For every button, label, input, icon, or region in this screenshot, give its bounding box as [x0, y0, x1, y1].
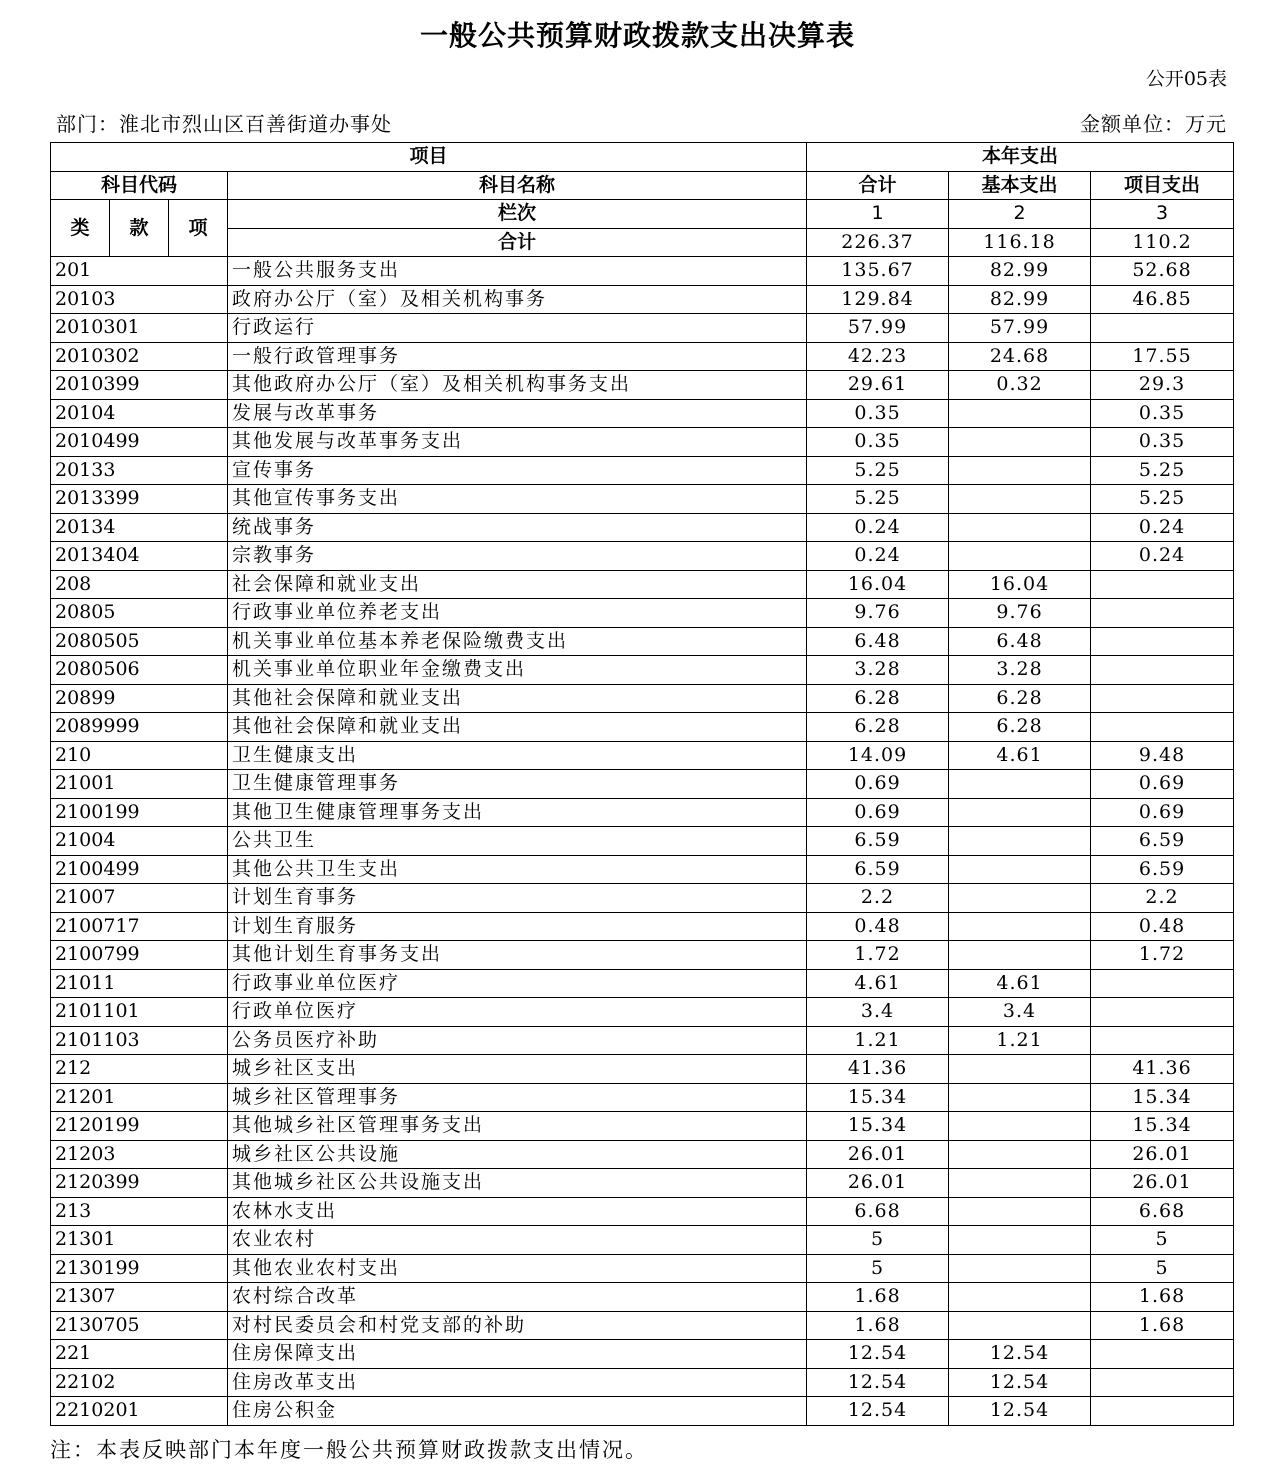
basic-cell: 12.54 [949, 1340, 1091, 1369]
subject-name-cell: 发展与改革事务 [228, 399, 807, 428]
basic-cell: 3.4 [949, 998, 1091, 1027]
total-cell: 0.24 [807, 513, 949, 542]
basic-cell: 6.28 [949, 684, 1091, 713]
subject-code-cell: 21201 [51, 1083, 228, 1112]
table-row [51, 770, 1234, 799]
subject-name-cell: 卫生健康支出 [228, 741, 807, 770]
subject-name-cell: 住房改革支出 [228, 1368, 807, 1397]
table-row [51, 1026, 1234, 1055]
table-row [51, 314, 1234, 343]
header-col2: 2 [949, 200, 1091, 229]
total-cell: 6.68 [807, 1197, 949, 1226]
header-lei: 类 [51, 200, 110, 257]
total-cell: 0.35 [807, 399, 949, 428]
basic-cell [949, 456, 1091, 485]
subject-name-cell: 其他公共卫生支出 [228, 855, 807, 884]
basic-cell: 9.76 [949, 599, 1091, 628]
subject-name-cell: 计划生育服务 [228, 912, 807, 941]
subject-code-cell: 20103 [51, 285, 228, 314]
subject-name-cell: 公共卫生 [228, 827, 807, 856]
project-cell: 52.68 [1091, 257, 1234, 286]
basic-cell: 6.48 [949, 627, 1091, 656]
total-cell: 57.99 [807, 314, 949, 343]
total-cell: 0.24 [807, 542, 949, 571]
table-row [51, 1083, 1234, 1112]
subject-name-cell: 对村民委员会和村党支部的补助 [228, 1311, 807, 1340]
total-cell: 6.59 [807, 827, 949, 856]
total-cell: 3.4 [807, 998, 949, 1027]
subject-name-cell: 其他卫生健康管理事务支出 [228, 798, 807, 827]
total-cell: 1.68 [807, 1311, 949, 1340]
project-cell: 15.34 [1091, 1083, 1234, 1112]
project-cell: 46.85 [1091, 285, 1234, 314]
basic-cell: 4.61 [949, 741, 1091, 770]
total-cell: 26.01 [807, 1140, 949, 1169]
subject-code-cell: 20899 [51, 684, 228, 713]
sum-label: 合计 [228, 228, 807, 257]
basic-cell [949, 1226, 1091, 1255]
table-row [51, 912, 1234, 941]
form-number: 公开05表 [1145, 68, 1227, 90]
subject-name-cell: 农业农村 [228, 1226, 807, 1255]
table-body [51, 257, 1234, 1426]
table-row [51, 285, 1234, 314]
subject-name-cell: 其他社会保障和就业支出 [228, 684, 807, 713]
total-cell: 12.54 [807, 1340, 949, 1369]
basic-cell [949, 884, 1091, 913]
subject-code-cell: 201 [51, 257, 228, 286]
subject-code-cell: 21011 [51, 969, 228, 998]
total-cell: 12.54 [807, 1397, 949, 1426]
subject-code-cell: 20104 [51, 399, 228, 428]
total-cell: 6.48 [807, 627, 949, 656]
subject-name-cell: 其他农业农村支出 [228, 1254, 807, 1283]
table-row [51, 399, 1234, 428]
subject-code-cell: 2130705 [51, 1311, 228, 1340]
project-cell [1091, 713, 1234, 742]
table-row [51, 1340, 1234, 1369]
header-item: 项目 [51, 143, 807, 172]
project-cell: 6.68 [1091, 1197, 1234, 1226]
subject-code-cell: 2101103 [51, 1026, 228, 1055]
subject-code-cell: 2100499 [51, 855, 228, 884]
project-cell: 0.24 [1091, 542, 1234, 571]
total-cell: 41.36 [807, 1055, 949, 1084]
subject-code-cell: 221 [51, 1340, 228, 1369]
basic-cell: 6.28 [949, 713, 1091, 742]
total-cell: 1.21 [807, 1026, 949, 1055]
subject-code-cell: 20805 [51, 599, 228, 628]
table-row [51, 1368, 1234, 1397]
basic-cell [949, 1055, 1091, 1084]
table-row [51, 428, 1234, 457]
project-cell: 0.69 [1091, 798, 1234, 827]
page-title: 一般公共预算财政拨款支出决算表 [419, 19, 855, 52]
subject-name-cell: 其他城乡社区管理事务支出 [228, 1112, 807, 1141]
department-label: 部门：淮北市烈山区百善街道办事处 [56, 112, 392, 136]
basic-cell: 16.04 [949, 570, 1091, 599]
header-kuan: 款 [110, 200, 169, 257]
subject-code-cell: 2100717 [51, 912, 228, 941]
table-row [51, 1197, 1234, 1226]
table-row [51, 741, 1234, 770]
total-cell: 15.34 [807, 1083, 949, 1112]
footnote: 注：本表反映部门本年度一般公共预算财政拨款支出情况。 [50, 1438, 648, 1462]
total-cell: 12.54 [807, 1368, 949, 1397]
subject-name-cell: 城乡社区管理事务 [228, 1083, 807, 1112]
basic-cell: 24.68 [949, 342, 1091, 371]
subject-code-cell: 212 [51, 1055, 228, 1084]
subject-name-cell: 行政事业单位医疗 [228, 969, 807, 998]
table-row [51, 827, 1234, 856]
table-row [51, 941, 1234, 970]
table-row [51, 1226, 1234, 1255]
subject-name-cell: 社会保障和就业支出 [228, 570, 807, 599]
project-cell [1091, 1368, 1234, 1397]
basic-cell: 82.99 [949, 257, 1091, 286]
total-cell: 2.2 [807, 884, 949, 913]
basic-cell [949, 1112, 1091, 1141]
project-cell: 1.72 [1091, 941, 1234, 970]
subject-code-cell: 210 [51, 741, 228, 770]
project-cell [1091, 998, 1234, 1027]
subject-code-cell: 2010302 [51, 342, 228, 371]
header-project: 项目支出 [1091, 171, 1234, 200]
project-cell [1091, 1397, 1234, 1426]
project-cell: 0.35 [1091, 428, 1234, 457]
subject-name-cell: 卫生健康管理事务 [228, 770, 807, 799]
subject-name-cell: 城乡社区公共设施 [228, 1140, 807, 1169]
basic-cell [949, 1254, 1091, 1283]
total-cell: 5 [807, 1254, 949, 1283]
total-cell: 9.76 [807, 599, 949, 628]
subject-name-cell: 宣传事务 [228, 456, 807, 485]
basic-cell: 12.54 [949, 1397, 1091, 1426]
table-row [51, 713, 1234, 742]
subject-name-cell: 其他社会保障和就业支出 [228, 713, 807, 742]
basic-cell [949, 1311, 1091, 1340]
table-row [51, 1311, 1234, 1340]
basic-cell: 12.54 [949, 1368, 1091, 1397]
header-subject-name: 科目名称 [228, 171, 807, 200]
table-row [51, 485, 1234, 514]
total-cell: 1.68 [807, 1283, 949, 1312]
total-cell: 14.09 [807, 741, 949, 770]
basic-cell [949, 1197, 1091, 1226]
total-cell: 129.84 [807, 285, 949, 314]
sum-total: 226.37 [807, 228, 949, 257]
total-cell: 29.61 [807, 371, 949, 400]
expenditure-table [50, 142, 1234, 1426]
table-row [51, 1397, 1234, 1426]
basic-cell: 1.21 [949, 1026, 1091, 1055]
table-row [51, 656, 1234, 685]
subject-name-cell: 宗教事务 [228, 542, 807, 571]
project-cell: 26.01 [1091, 1140, 1234, 1169]
subject-name-cell: 农林水支出 [228, 1197, 807, 1226]
project-cell: 0.35 [1091, 399, 1234, 428]
project-cell [1091, 314, 1234, 343]
table-row [51, 1055, 1234, 1084]
subject-code-cell: 2120399 [51, 1169, 228, 1198]
total-cell: 15.34 [807, 1112, 949, 1141]
amount-unit-label: 金额单位：万元 [1080, 112, 1227, 136]
project-cell [1091, 969, 1234, 998]
project-cell: 6.59 [1091, 855, 1234, 884]
project-cell: 5.25 [1091, 485, 1234, 514]
subject-name-cell: 住房公积金 [228, 1397, 807, 1426]
subject-code-cell: 2080505 [51, 627, 228, 656]
header-col1: 1 [807, 200, 949, 229]
basic-cell [949, 542, 1091, 571]
table-row [51, 570, 1234, 599]
total-cell: 5 [807, 1226, 949, 1255]
project-cell [1091, 684, 1234, 713]
basic-cell [949, 485, 1091, 514]
subject-code-cell: 2010301 [51, 314, 228, 343]
basic-cell [949, 428, 1091, 457]
table-row [51, 599, 1234, 628]
subject-name-cell: 农村综合改革 [228, 1283, 807, 1312]
subject-name-cell: 机关事业单位基本养老保险缴费支出 [228, 627, 807, 656]
subject-code-cell: 20133 [51, 456, 228, 485]
project-cell: 15.34 [1091, 1112, 1234, 1141]
subject-code-cell: 208 [51, 570, 228, 599]
subject-code-cell: 21301 [51, 1226, 228, 1255]
table-row [51, 1254, 1234, 1283]
header-xiang: 项 [169, 200, 228, 257]
table-row [51, 342, 1234, 371]
project-cell: 5 [1091, 1254, 1234, 1283]
basic-cell: 0.32 [949, 371, 1091, 400]
project-cell: 1.68 [1091, 1311, 1234, 1340]
project-cell: 5 [1091, 1226, 1234, 1255]
subject-name-cell: 机关事业单位职业年金缴费支出 [228, 656, 807, 685]
total-cell: 5.25 [807, 456, 949, 485]
basic-cell [949, 513, 1091, 542]
subject-name-cell: 行政事业单位养老支出 [228, 599, 807, 628]
table-row [51, 1283, 1234, 1312]
basic-cell [949, 1169, 1091, 1198]
subject-code-cell: 2210201 [51, 1397, 228, 1426]
subject-code-cell: 20134 [51, 513, 228, 542]
subject-name-cell: 一般行政管理事务 [228, 342, 807, 371]
project-cell: 0.69 [1091, 770, 1234, 799]
project-cell: 17.55 [1091, 342, 1234, 371]
subject-name-cell: 其他计划生育事务支出 [228, 941, 807, 970]
project-cell [1091, 1026, 1234, 1055]
basic-cell: 4.61 [949, 969, 1091, 998]
subject-code-cell: 2080506 [51, 656, 228, 685]
table-row [51, 456, 1234, 485]
project-cell [1091, 1340, 1234, 1369]
subject-code-cell: 22102 [51, 1368, 228, 1397]
total-cell: 6.59 [807, 855, 949, 884]
table-row [51, 884, 1234, 913]
subject-name-cell: 统战事务 [228, 513, 807, 542]
subject-code-cell: 2130199 [51, 1254, 228, 1283]
project-cell [1091, 599, 1234, 628]
total-cell: 5.25 [807, 485, 949, 514]
subject-code-cell: 21004 [51, 827, 228, 856]
project-cell: 29.3 [1091, 371, 1234, 400]
sum-project: 110.2 [1091, 228, 1234, 257]
total-cell: 135.67 [807, 257, 949, 286]
basic-cell [949, 941, 1091, 970]
basic-cell [949, 1283, 1091, 1312]
table-row [51, 1140, 1234, 1169]
subject-code-cell: 2101101 [51, 998, 228, 1027]
table-row [51, 855, 1234, 884]
project-cell: 26.01 [1091, 1169, 1234, 1198]
total-cell: 0.48 [807, 912, 949, 941]
project-cell: 5.25 [1091, 456, 1234, 485]
header-column-no: 栏次 [228, 200, 807, 229]
basic-cell [949, 912, 1091, 941]
subject-name-cell: 住房保障支出 [228, 1340, 807, 1369]
table-row [51, 798, 1234, 827]
basic-cell [949, 1140, 1091, 1169]
sum-basic: 116.18 [949, 228, 1091, 257]
total-cell: 3.28 [807, 656, 949, 685]
header-col3: 3 [1091, 200, 1234, 229]
total-cell: 0.69 [807, 770, 949, 799]
table-row [51, 1112, 1234, 1141]
subject-name-cell: 行政运行 [228, 314, 807, 343]
header-basic: 基本支出 [949, 171, 1091, 200]
total-cell: 6.28 [807, 713, 949, 742]
subject-code-cell: 2013404 [51, 542, 228, 571]
table-row [51, 969, 1234, 998]
total-cell: 26.01 [807, 1169, 949, 1198]
total-cell: 42.23 [807, 342, 949, 371]
subject-name-cell: 其他宣传事务支出 [228, 485, 807, 514]
project-cell: 0.48 [1091, 912, 1234, 941]
total-cell: 4.61 [807, 969, 949, 998]
subject-name-cell: 城乡社区支出 [228, 1055, 807, 1084]
subject-code-cell: 2100199 [51, 798, 228, 827]
subject-code-cell: 21203 [51, 1140, 228, 1169]
project-cell: 9.48 [1091, 741, 1234, 770]
project-cell: 41.36 [1091, 1055, 1234, 1084]
table-row [51, 542, 1234, 571]
table-row [51, 1169, 1234, 1198]
subject-code-cell: 2013399 [51, 485, 228, 514]
subject-name-cell: 计划生育事务 [228, 884, 807, 913]
subject-code-cell: 2100799 [51, 941, 228, 970]
subject-name-cell: 其他政府办公厅（室）及相关机构事务支出 [228, 371, 807, 400]
subject-code-cell: 21001 [51, 770, 228, 799]
subject-code-cell: 21307 [51, 1283, 228, 1312]
subject-name-cell: 公务员医疗补助 [228, 1026, 807, 1055]
project-cell: 2.2 [1091, 884, 1234, 913]
table-row [51, 257, 1234, 286]
project-cell [1091, 627, 1234, 656]
table-row [51, 371, 1234, 400]
total-cell: 0.35 [807, 428, 949, 457]
basic-cell [949, 827, 1091, 856]
subject-code-cell: 213 [51, 1197, 228, 1226]
basic-cell: 3.28 [949, 656, 1091, 685]
subject-code-cell: 2120199 [51, 1112, 228, 1141]
subject-code-cell: 21007 [51, 884, 228, 913]
basic-cell [949, 798, 1091, 827]
basic-cell [949, 855, 1091, 884]
header-current-year: 本年支出 [807, 143, 1234, 172]
basic-cell [949, 399, 1091, 428]
basic-cell: 82.99 [949, 285, 1091, 314]
subject-code-cell: 2010399 [51, 371, 228, 400]
subject-name-cell: 行政单位医疗 [228, 998, 807, 1027]
basic-cell [949, 770, 1091, 799]
total-cell: 6.28 [807, 684, 949, 713]
subject-name-cell: 一般公共服务支出 [228, 257, 807, 286]
project-cell: 6.59 [1091, 827, 1234, 856]
basic-cell [949, 1083, 1091, 1112]
basic-cell: 57.99 [949, 314, 1091, 343]
table-row [51, 627, 1234, 656]
project-cell: 1.68 [1091, 1283, 1234, 1312]
project-cell [1091, 570, 1234, 599]
total-cell: 16.04 [807, 570, 949, 599]
table-row [51, 513, 1234, 542]
table-row [51, 998, 1234, 1027]
subject-name-cell: 政府办公厅（室）及相关机构事务 [228, 285, 807, 314]
table-row [51, 684, 1234, 713]
header-subject-code: 科目代码 [51, 171, 228, 200]
project-cell [1091, 656, 1234, 685]
header-total: 合计 [807, 171, 949, 200]
subject-name-cell: 其他城乡社区公共设施支出 [228, 1169, 807, 1198]
total-cell: 1.72 [807, 941, 949, 970]
subject-name-cell: 其他发展与改革事务支出 [228, 428, 807, 457]
project-cell: 0.24 [1091, 513, 1234, 542]
total-cell: 0.69 [807, 798, 949, 827]
subject-code-cell: 2010499 [51, 428, 228, 457]
subject-code-cell: 2089999 [51, 713, 228, 742]
